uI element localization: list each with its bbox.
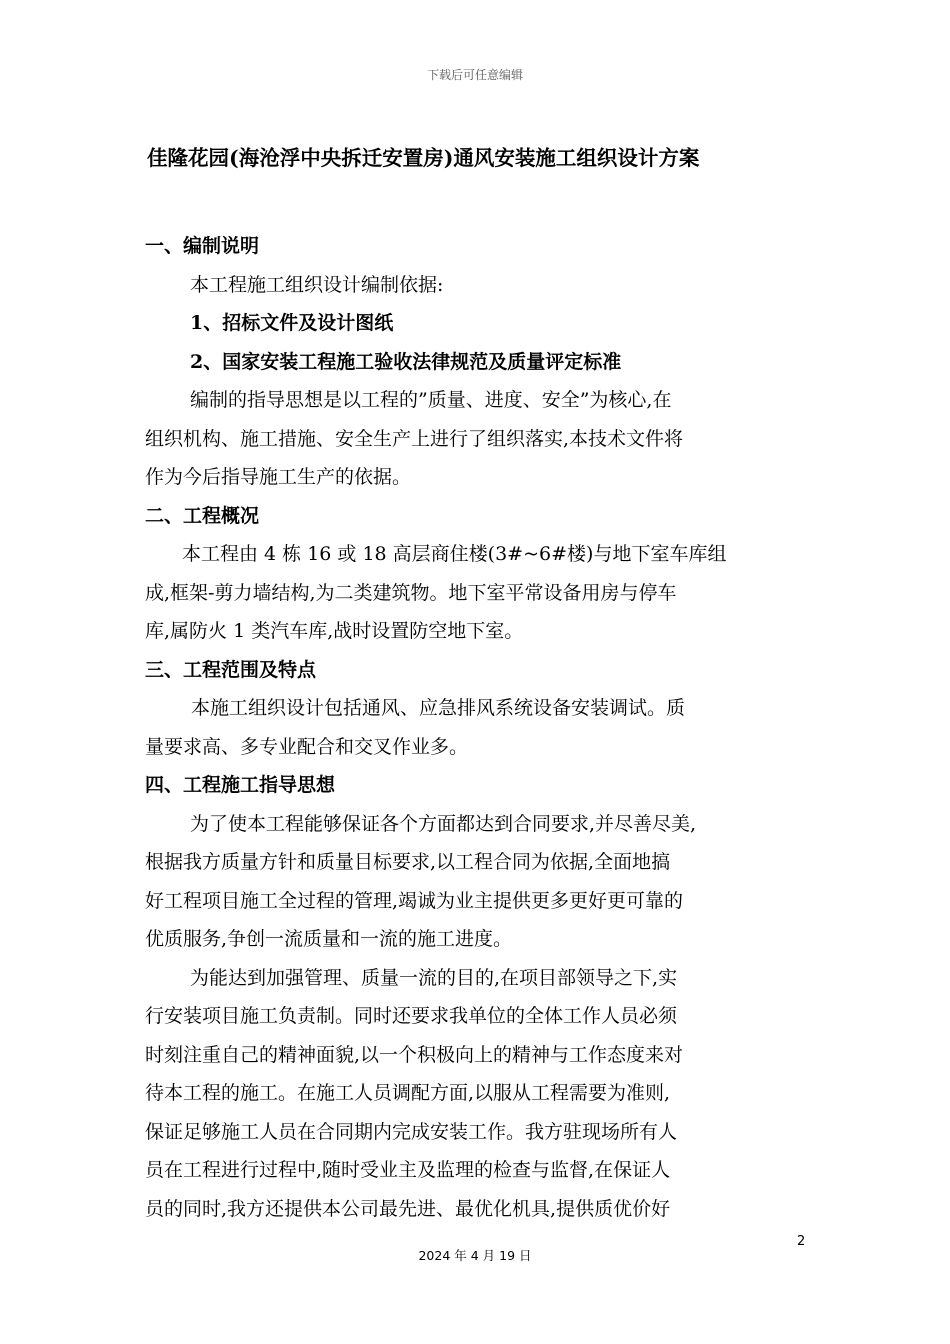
section-heading: 一、编制说明 <box>145 235 260 257</box>
document-title: 佳隆花园(海沧浮中央拆迁安置房)通风安装施工组织设计方案 <box>147 146 700 170</box>
list-item: 1、招标文件及设计图纸 <box>190 312 394 334</box>
body-line: 时刻注重自己的精神面貌,以一个积极向上的精神与工作态度来对 <box>145 1043 684 1066</box>
page-number: 2 <box>797 1234 806 1249</box>
body-line: 库,属防火 1 类汽车库,战时设置防空地下室。 <box>145 620 524 642</box>
list-item: 2、国家安装工程施工验收法律规范及质量评定标准 <box>190 350 622 373</box>
body-line: 待本工程的施工。在施工人员调配方面,以服从工程需要为准则, <box>145 1082 671 1104</box>
body-line: 根据我方质量方针和质量目标要求,以工程合同为依据,全面地搞 <box>145 851 671 873</box>
section-heading: 三、工程范围及特点 <box>145 658 317 681</box>
paragraph-start: 为了使本工程能够保证各个方面都达到合同要求,并尽善尽美, <box>190 812 697 835</box>
paragraph-start: 为能达到加强管理、质量一流的目的,在项目部领导之下,实 <box>190 966 678 989</box>
paragraph-start: 编制的指导思想是以工程的”质量、进度、安全”为核心,在 <box>190 389 672 411</box>
body-line: 作为今后指导施工生产的依据。 <box>145 466 412 488</box>
body-line: 保证足够施工人员在合同期内完成安装工作。我方驻现场所有人 <box>145 1120 678 1143</box>
body-line: 好工程项目施工全过程的管理,竭诚为业主提供更多更好更可靠的 <box>145 889 684 912</box>
body-line: 员的同时,我方还提供本公司最先进、最优化机具,提供质优价好 <box>145 1197 671 1220</box>
section-heading: 二、工程概况 <box>145 504 260 527</box>
paragraph-start: 本工程施工组织设计编制依据: <box>190 273 444 296</box>
header-note: 下载后可任意编辑 <box>426 68 523 82</box>
body-line: 成,框架-剪力墙结构,为二类建筑物。地下室平常设备用房与停车 <box>145 581 677 604</box>
body-line: 优质服务,争创一流质量和一流的施工进度。 <box>145 928 513 950</box>
section-heading: 四、工程施工指导思想 <box>145 774 336 796</box>
document-body <box>145 227 813 1228</box>
body-line: 量要求高、多专业配合和交叉作业多。 <box>145 735 469 758</box>
body-line: 组织机构、施工措施、安全生产上进行了组织落实,本技术文件将 <box>145 427 684 450</box>
paragraph-start: 本工程由 4 栋 16 或 18 高层商住楼(3#~6#楼)与地下室车库组 <box>182 543 727 565</box>
body-line: 员在工程进行过程中,随时受业主及监理的检查与监督,在保证人 <box>145 1159 671 1181</box>
body-line: 行安装项目施工负责制。同时还要求我单位的全体工作人员必须 <box>145 1005 678 1027</box>
paragraph-start: 本施工组织设计包括通风、应急排风系统设备安装调试。质 <box>191 697 686 719</box>
footer-date: 2024 年 4 月 19 日 <box>418 1248 532 1263</box>
